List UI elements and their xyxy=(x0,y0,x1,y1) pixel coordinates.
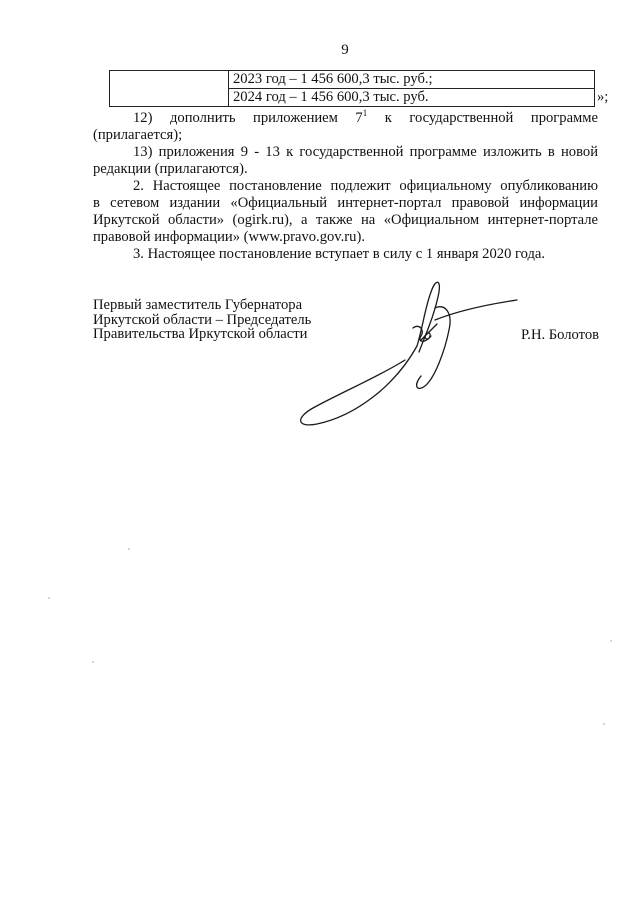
table-empty-cell xyxy=(110,71,229,107)
page-number: 9 xyxy=(341,42,349,58)
paragraph-12-line-2: (прилагается); xyxy=(93,127,183,143)
signatory-name: Р.Н. Болотов xyxy=(521,327,600,343)
scan-speck xyxy=(128,548,130,550)
paragraph-3-line-1 xyxy=(93,246,598,263)
signatory-title xyxy=(93,298,311,342)
scan-speck xyxy=(92,661,94,663)
paragraph-13-line-2: редакции (прилагаются). xyxy=(93,161,248,177)
table-cell-2023: 2023 год – 1 456 600,3 тыс. руб.; xyxy=(229,71,595,89)
paragraph-3-text: 3. Настоящее постановление вступает в силу с 1 января 2020 года. xyxy=(133,246,546,262)
paragraph-item-12 xyxy=(93,110,598,144)
appendix-superscript: 1 xyxy=(362,108,368,118)
paragraph-13-text: 13) приложения 9 - 13 к государственной программе изложить в новой xyxy=(133,144,598,160)
signatory-title-line-3: Правительства Иркутской области xyxy=(93,326,308,342)
paragraph-2-line-3: Иркутской области» (ogirk.ru), а также на «Официальном интернет-портале xyxy=(93,212,598,228)
closing-quote-mark: »; xyxy=(597,89,609,105)
budget-table xyxy=(109,70,595,107)
handwritten-signature xyxy=(285,268,525,433)
paragraph-12-text-a: 12) дополнить приложением 7 xyxy=(133,110,363,126)
paragraph-13-line-1 xyxy=(93,144,598,161)
paragraph-item-13 xyxy=(93,144,598,178)
paragraph-12-text-b: к государственной программе xyxy=(384,110,598,126)
table-row xyxy=(110,71,595,89)
scan-speck xyxy=(603,723,605,725)
scan-speck xyxy=(610,640,612,642)
paragraph-12-line-1 xyxy=(93,110,598,127)
table-cell-2024: 2024 год – 1 456 600,3 тыс. руб. xyxy=(229,89,595,107)
paragraph-2-text: 2. Настоящее постановление подлежит официальному опубликованию xyxy=(133,178,598,194)
paragraph-2-line-4: правовой информации» (www.pravo.gov.ru). xyxy=(93,229,365,245)
signatory-title-line-1: Первый заместитель Губернатора xyxy=(93,297,303,313)
signatory-title-line-2: Иркутской области – Председатель xyxy=(93,311,312,328)
paragraph-2 xyxy=(93,178,598,246)
paragraph-2-line-2: в сетевом издании «Официальный интернет-портал правовой информации xyxy=(93,195,598,211)
paragraph-3 xyxy=(93,246,598,263)
scan-speck xyxy=(48,597,50,599)
paragraph-2-line-1 xyxy=(93,178,598,195)
